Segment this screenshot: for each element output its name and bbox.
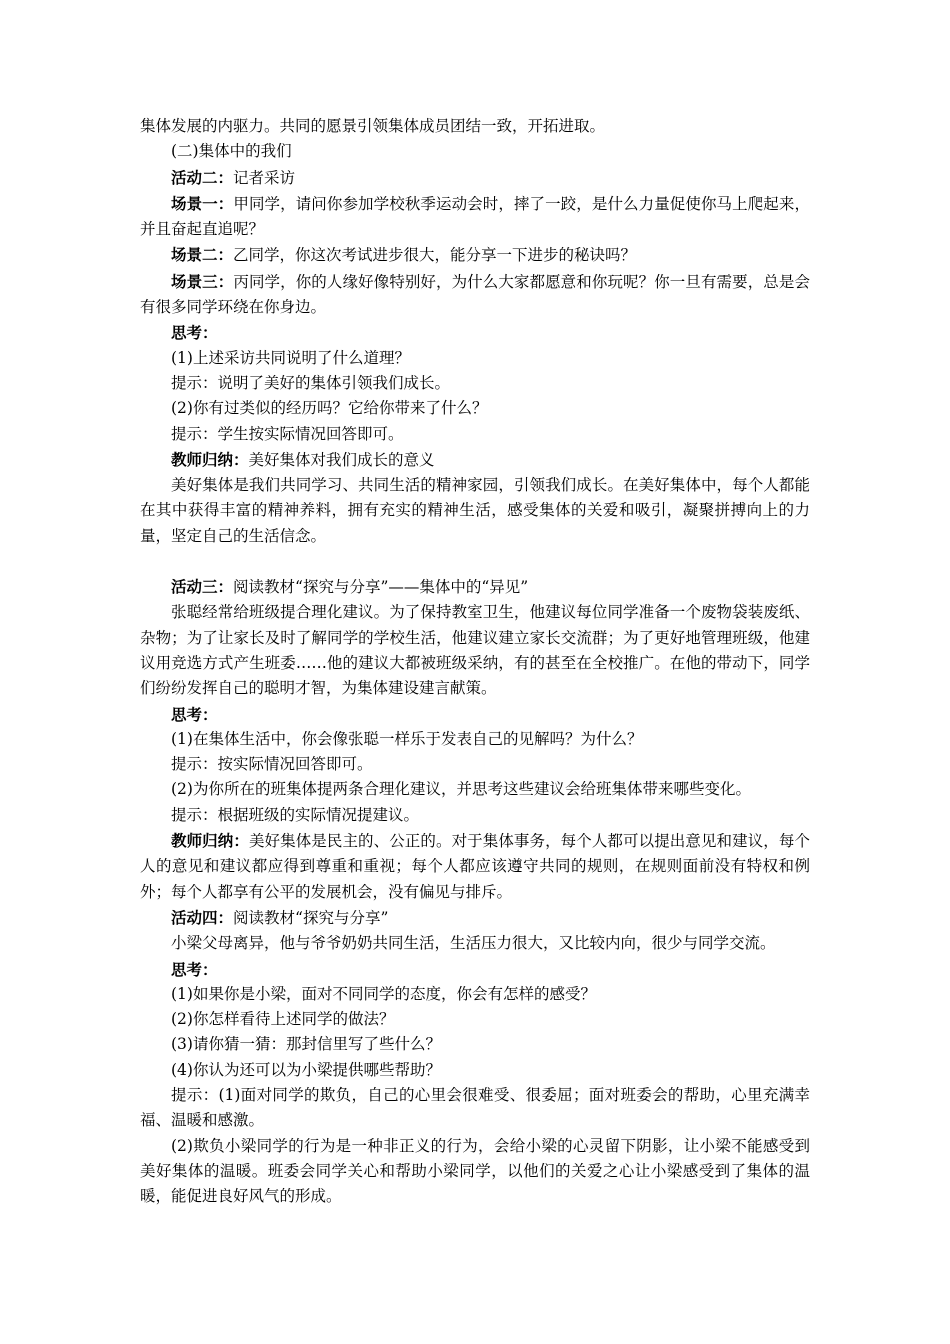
scene-paragraph: [140, 269, 810, 321]
paragraph: 集体发展的内驱力。共同的愿景引领集体成员团结一致，开拓进取。: [140, 117, 606, 135]
summary-label: 教师归纳：: [171, 449, 249, 469]
question: (3)请你猜一猜：那封信里写了些什么？: [171, 1035, 441, 1054]
scene-text: 乙同学，你这次考试进步很大，能分享一下进步的秘诀吗？: [233, 246, 637, 265]
hint: 提示：学生按实际情况回答即可。: [171, 424, 404, 443]
paragraph: 美好集体是我们共同学习、共同生活的精神家园，引领我们成长。在美好集体中，每个人都能在其中获得丰富的精神养料，拥有充实的精神生活，感受集体的关爱和吸引，凝聚拼搏向上的力量，坚定自己的生活信念。: [140, 476, 810, 545]
scene-text: 甲同学，请问你参加学校秋季运动会时，摔了一跤，是什么力量促使你马上爬起来，并且奋起直追呢？: [140, 194, 810, 239]
paragraph: 张聪经常给班级提合理化建议。为了保持教室卫生，他建议每位同学准备一个废物袋装废纸、杂物；为了让家长及时了解同学的学校生活，他建议建立家长交流群；为了更好地管理班级，他建议用竞选方式产生班委……他的建议大都被班级采纳，有的甚至在全校推广。在他的带动下，同学们纷纷发挥自己的聪明才智，为集体建设建言献策。: [140, 603, 810, 698]
teacher-summary: [140, 447, 810, 473]
hint: 提示：根据班级的实际情况提建议。: [171, 805, 420, 824]
hint: 提示：说明了美好的集体引领我们成长。: [171, 373, 451, 392]
hint: 提示：(1)面对同学的欺负，自己的心里会很难受、很委屈；面对班委会的帮助，心里充满幸福、温暖和感激。: [140, 1085, 810, 1130]
hint: (2)欺负小梁同学的行为是一种非正义的行为，会给小梁的心灵留下阴影，让小梁不能感受到美好集体的温暖。班委会同学关心和帮助小梁同学，以他们的关爱之心让小梁感受到了集体的温暖，能促进良好风气的形成。: [140, 1136, 810, 1206]
scene-paragraph: [140, 191, 810, 243]
scene-label: 场景二：: [171, 245, 234, 265]
activity-heading: [140, 574, 810, 600]
activity-heading: [140, 165, 810, 191]
question: (2)你有过类似的经历吗？它给你带来了什么？: [171, 399, 488, 418]
paragraph: 小梁父母离异，他与爷爷奶奶共同生活，生活压力很大，又比较内向，很少与同学交流。: [171, 934, 776, 953]
summary-text: 美好集体是民主的、公正的。对于集体事务，每个人都可以提出意见和建议，每个人的意见和建议都应得到尊重和重视；每个人都应该遵守共同的规则，在规则面前没有特权和例外；每个人都享有公平的发展机会，没有偏见与排斥。: [140, 832, 810, 901]
question: (1)上述采访共同说明了什么道理？: [171, 348, 410, 367]
spacer: [140, 549, 810, 574]
activity-title: 阅读教材“探究与分享”: [233, 908, 389, 927]
activity-title: 阅读教材“探究与分享”——集体中的“异见”: [233, 578, 529, 597]
question: (1)如果你是小梁，面对不同同学的态度，你会有怎样的感受？: [171, 984, 596, 1003]
summary-text: 美好集体对我们成长的意义: [248, 450, 435, 469]
scene-text: 丙同学，你的人缘好像特别好，为什么大家都愿意和你玩呢？你一旦有需要，总是会有很多同学环绕在你身边。: [140, 272, 810, 317]
document-page: [140, 114, 810, 1209]
scene-label: 场景一：: [171, 193, 234, 213]
activity-label: 活动三：: [171, 577, 234, 597]
activity-heading: [140, 905, 810, 931]
scene-label: 场景三：: [171, 271, 234, 291]
activity-title: 记者采访: [233, 168, 296, 187]
question: (4)你认为还可以为小梁提供哪些帮助？: [171, 1060, 441, 1079]
think-label: 思考：: [171, 959, 218, 979]
question: (2)为你所在的班集体提两条合理化建议，并思考这些建议会给班集体带来哪些变化。: [171, 780, 751, 799]
section-heading: (二)集体中的我们: [171, 142, 292, 161]
activity-label: 活动二：: [171, 167, 234, 187]
hint: 提示：按实际情况回答即可。: [171, 755, 373, 774]
question: (1)在集体生活中，你会像张聪一样乐于发表自己的见解吗？为什么？: [171, 729, 643, 748]
summary-label: 教师归纳：: [171, 831, 249, 851]
question: (2)你怎样看待上述同学的做法？: [171, 1010, 395, 1029]
think-label: 思考：: [171, 704, 218, 724]
scene-paragraph: [140, 242, 810, 268]
activity-label: 活动四：: [171, 907, 234, 927]
think-label: 思考：: [171, 323, 218, 343]
teacher-summary: [140, 828, 810, 905]
